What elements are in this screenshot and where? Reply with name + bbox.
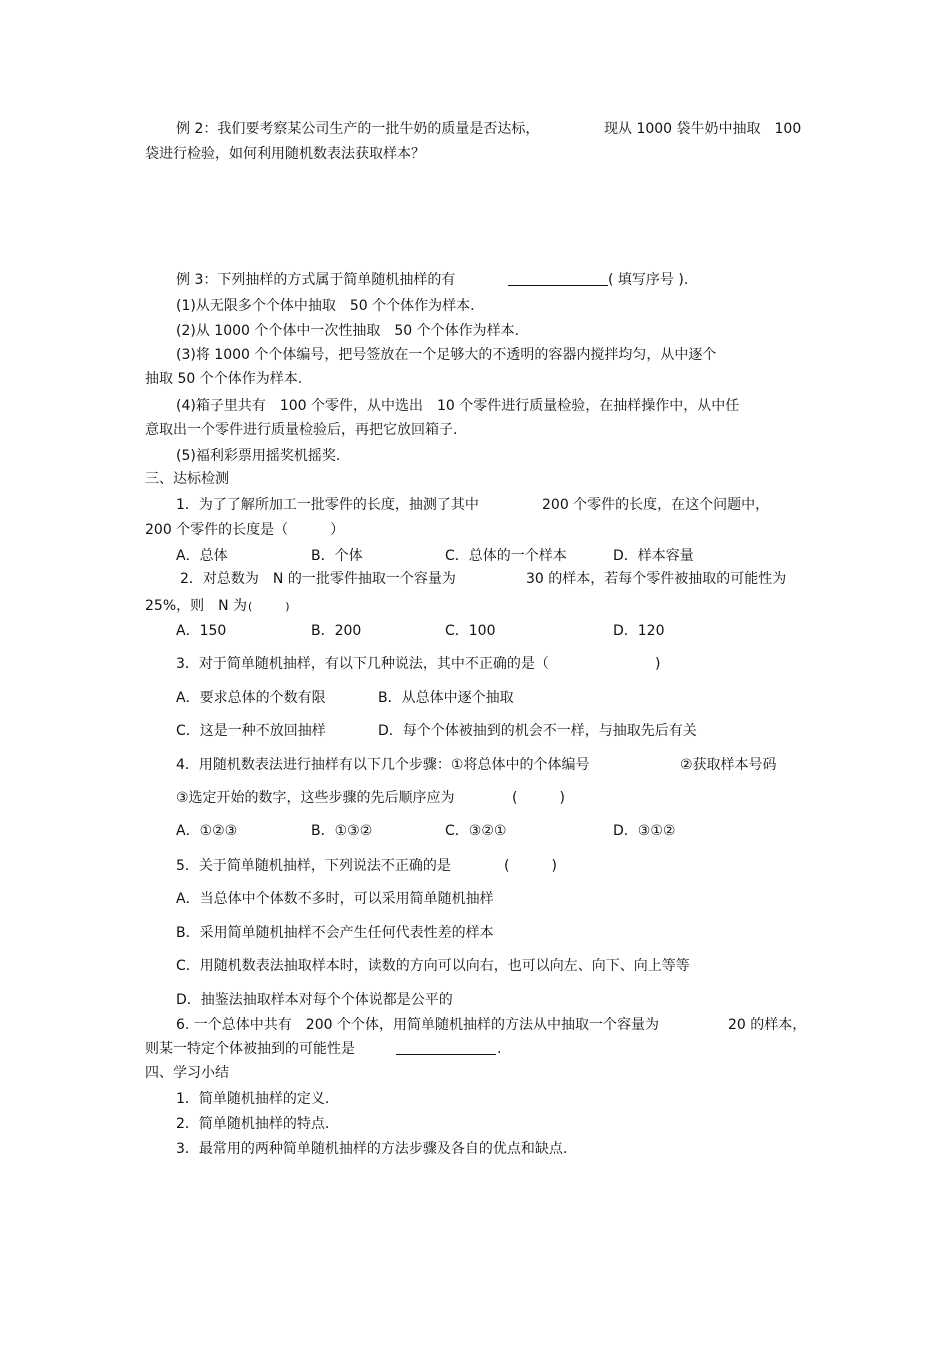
q5-option-c: C．用随机数表法抽取样本时，读数的方向可以向右，也可以向左、向下、向上等等 (176, 958, 690, 974)
q2-option-c: C．100 (445, 623, 496, 639)
q2-option-b: B．200 (311, 623, 362, 639)
q4-stem-a: 4．用随机数表法进行抽样有以下几个步骤：①将总体中的个体编号 (176, 757, 590, 773)
example3-option-1: (1)从无限多个个体中抽取 50 个个体作为样本. (176, 298, 475, 314)
example3-option-3b: 抽取 50 个个体作为样本. (145, 371, 303, 387)
example2-line2: 袋进行检验，如何利用随机数表法获取样本？ (145, 146, 425, 162)
q3-option-b: B．从总体中逐个抽取 (378, 690, 514, 706)
q4-option-a: A．①②③ (176, 823, 238, 839)
q5-paren: ( ) (504, 858, 557, 874)
q4-stem-b: ②获取样本号码 (680, 757, 777, 773)
summary-item-2: 2．简单随机抽样的特点. (176, 1116, 330, 1132)
q6-end: . (497, 1041, 502, 1057)
example3-option-5: (5)福利彩票用摇奖机摇奖. (176, 448, 341, 464)
example3-answer-blank (508, 271, 608, 286)
q4-paren: ( ) (512, 790, 565, 806)
q2-stem-c: 25%，则 N 为 (145, 598, 248, 614)
q2-option-d: D．120 (613, 623, 665, 639)
q5-option-d: D．抽鉴法抽取样本对每个个体说都是公平的 (176, 992, 453, 1008)
q1-stem-a: 1．为了了解所加工一批零件的长度，抽测了其中 (176, 497, 479, 513)
q5-option-b: B．采用简单随机抽样不会产生任何代表性差的样本 (176, 925, 494, 941)
summary-item-1: 1．简单随机抽样的定义. (176, 1091, 330, 1107)
q4-option-d: D．③①② (613, 823, 676, 839)
q1-option-c: C．总体的一个样本 (445, 548, 567, 564)
q1-stem-c: 200 个零件的长度是（ ） (145, 522, 345, 538)
q4-option-c: C．③②① (445, 823, 507, 839)
q2-paren: ( ) (248, 600, 290, 613)
example3-stem-b: ( 填写序号 ). (608, 272, 689, 288)
q6-stem-c: 则某一特定个体被抽到的可能性是 (145, 1041, 355, 1057)
q2-option-a: A．150 (176, 623, 227, 639)
example3-option-4b: 意取出一个零件进行质量检验后，再把它放回箱子. (145, 422, 458, 438)
q3-option-c: C．这是一种不放回抽样 (176, 723, 326, 739)
q5-stem: 5．关于简单随机抽样，下列说法不正确的是 (176, 858, 451, 874)
q3-option-d: D．每个个体被抽到的机会不一样，与抽取先后有关 (378, 723, 697, 739)
example2-line1b: 现从 1000 袋牛奶中抽取 100 (604, 121, 802, 137)
q2-stem-b: 30 的样本，若每个零件被抽取的可能性为 (526, 571, 787, 587)
q4-stem-c: ③选定开始的数字，这些步骤的先后顺序应为 (176, 790, 455, 806)
example3-option-4a: (4)箱子里共有 100 个零件，从中选出 10 个零件进行质量检验，在抽样操作中，从中任 (176, 398, 740, 414)
q4-option-b: B．①③② (311, 823, 373, 839)
q5-option-a: A．当总体中个体数不多时，可以采用简单随机抽样 (176, 891, 494, 907)
q1-option-a: A．总体 (176, 548, 228, 564)
summary-item-3: 3．最常用的两种简单随机抽样的方法步骤及各自的优点和缺点. (176, 1141, 568, 1157)
q3-paren-close: ) (655, 656, 661, 672)
q1-option-b: B．个体 (311, 548, 363, 564)
example2-line1a: 例 2：我们要考察某公司生产的一批牛奶的质量是否达标， (176, 121, 540, 137)
q1-stem-b: 200 个零件的长度，在这个问题中， (542, 497, 770, 513)
q6-stem-b: 20 的样本， (728, 1017, 807, 1033)
example3-option-3a: (3)将 1000 个个体编号，把号签放在一个足够大的不透明的容器内搅拌均匀，从中逐个 (176, 347, 717, 363)
example3-option-2: (2)从 1000 个个体中一次性抽取 50 个个体作为样本. (176, 323, 520, 339)
q3-option-a: A．要求总体的个数有限 (176, 690, 326, 706)
section4-heading: 四、学习小结 (145, 1065, 229, 1081)
q3-stem: 3．对于简单随机抽样，有以下几种说法，其中不正确的是（ (176, 656, 549, 672)
q6-stem-a: 6. 一个总体中共有 200 个个体，用简单随机抽样的方法从中抽取一个容量为 (176, 1017, 659, 1033)
q2-stem-a: 2．对总数为 N 的一批零件抽取一个容量为 (180, 571, 456, 587)
q1-option-d: D．样本容量 (613, 548, 694, 564)
q6-answer-blank (396, 1040, 496, 1055)
example3-stem-a: 例 3：下列抽样的方式属于简单随机抽样的有 (176, 272, 456, 288)
section3-heading: 三、达标检测 (145, 471, 229, 487)
